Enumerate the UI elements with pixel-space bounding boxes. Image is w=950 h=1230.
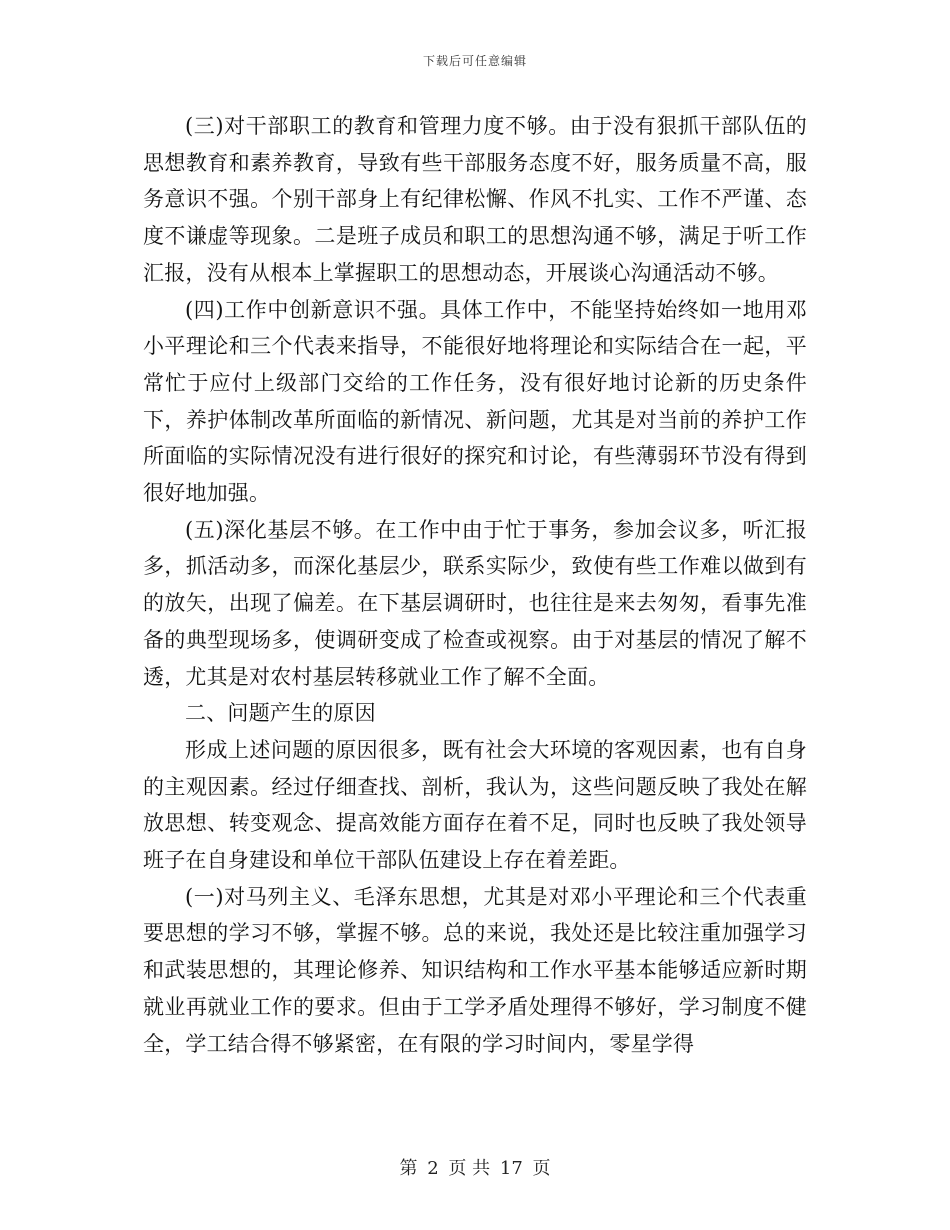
document-body (143, 108, 807, 1062)
paragraph-cause-1: (一)对马列主义、毛泽东思想，尤其是对邓小平理论和三个代表重要思想的学习不够，掌握不够。总的来说，我处还是比较注重加强学习和武装思想的，其理论修养、知识结构和工作水平基本能够适应新时期就业再就业工作的要求。但由于工学矛盾处理得不够好，学习制度不健全，学工结合得不够紧密，在有限的学习时间内，零星学得 (143, 884, 807, 1056)
footer-page-number: 2 (427, 1158, 439, 1179)
footer-suffix: 页 (532, 1158, 551, 1179)
page-footer (0, 1154, 950, 1180)
footer-middle: 页 共 (448, 1158, 491, 1179)
section-heading-causes: 二、问题产生的原因 (185, 701, 376, 726)
paragraph-section-4: (四)工作中创新意识不强。具体工作中，不能坚持始终如一地用邓小平理论和三个代表来指导，不能很好地将理论和实际结合在一起，平常忙于应付上级部门交给的工作任务，没有很好地讨论新的历史条件下，养护体制改革所面临的新情况、新问题，尤其是对当前的养护工作所面临的实际情况没有进行很好的探究和讨论，有些薄弱环节没有得到很好地加强。 (143, 297, 807, 506)
footer-prefix: 第 (399, 1158, 418, 1179)
paragraph-causes-intro: 形成上述问题的原因很多，既有社会大环境的客观因素，也有自身的主观因素。经过仔细查找、剖析，我认为，这些问题反映了我处在解放思想、转变观念、提高效能方面存在着不足，同时也反映了我处领导班子在自身建设和单位干部队伍建设上存在着差距。 (143, 737, 807, 873)
paragraph-section-3: (三)对干部职工的教育和管理力度不够。由于没有狠抓干部队伍的思想教育和素养教育，导致有些干部服务态度不好，服务质量不高，服务意识不强。个别干部身上有纪律松懈、作风不扎实、工作不严谨、态度不谦虚等现象。二是班子成员和职工的思想沟通不够，满足于听工作汇报，没有从根本上掌握职工的思想动态，开展谈心沟通活动不够。 (143, 114, 807, 285)
footer-total-pages: 17 (499, 1158, 523, 1179)
paragraph-section-5: (五)深化基层不够。在工作中由于忙于事务，参加会议多，听汇报多，抓活动多，而深化基层少，联系实际少，致使有些工作难以做到有的放矢，出现了偏差。在下基层调研时，也往往是来去匆匆，看事先准备的典型现场多，使调研变成了检查或视察。由于对基层的情况了解不透，尤其是对农村基层转移就业工作了解不全面。 (143, 517, 807, 689)
page-header: 下载后可任意编辑 (422, 54, 527, 68)
